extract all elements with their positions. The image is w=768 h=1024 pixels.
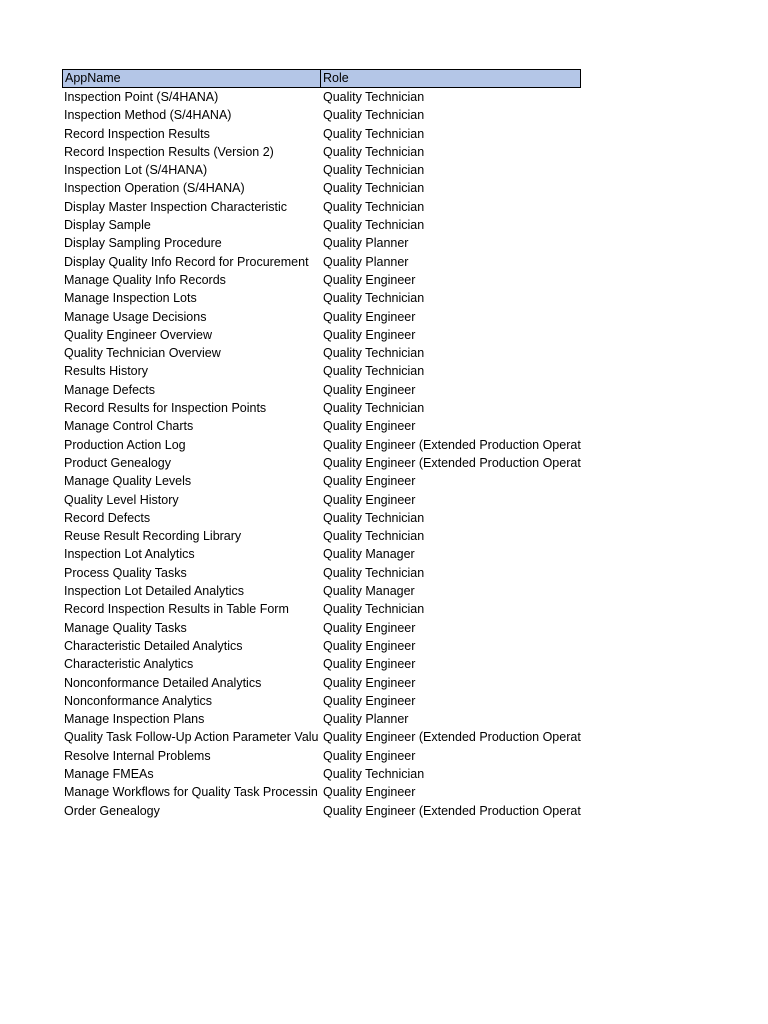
cell-role[interactable]: Quality Technician (323, 291, 425, 306)
cell-role[interactable]: Quality Engineer (323, 327, 416, 342)
table-row (62, 564, 581, 582)
cell-appname[interactable]: Manage Quality Levels (64, 474, 192, 489)
cell-role[interactable]: Quality Engineer (Extended Production Operat (323, 455, 581, 470)
table-row (62, 308, 581, 326)
cell-role[interactable]: Quality Technician (323, 766, 425, 781)
cell-role[interactable]: Quality Manager (323, 547, 415, 562)
cell-role[interactable]: Quality Technician (323, 346, 425, 361)
cell-appname[interactable]: Manage Quality Tasks (64, 620, 187, 635)
table-row (62, 436, 581, 454)
table-row (62, 527, 581, 545)
cell-appname[interactable]: Inspection Lot (S/4HANA) (64, 163, 208, 178)
table-row (62, 454, 581, 472)
cell-appname[interactable]: Display Sample (64, 218, 151, 233)
cell-appname[interactable]: Record Inspection Results in Table Form (64, 602, 289, 617)
cell-appname[interactable]: Display Quality Info Record for Procurement (64, 254, 309, 269)
cell-appname[interactable]: Reuse Result Recording Library (64, 529, 242, 544)
cell-appname[interactable]: Product Genealogy (64, 455, 172, 470)
cell-role[interactable]: Quality Engineer (323, 693, 416, 708)
cell-role[interactable]: Quality Technician (323, 218, 425, 233)
cell-role[interactable]: Quality Engineer (323, 657, 416, 672)
spreadsheet-table (62, 69, 581, 820)
cell-appname[interactable]: Characteristic Detailed Analytics (64, 638, 243, 653)
cell-role[interactable]: Quality Planner (323, 712, 409, 727)
table-row (62, 234, 581, 252)
cell-appname[interactable]: Record Inspection Results (Version 2) (64, 144, 274, 159)
cell-role[interactable]: Quality Technician (323, 529, 425, 544)
cell-appname[interactable]: Manage FMEAs (64, 766, 154, 781)
table-row (62, 710, 581, 728)
cell-appname[interactable]: Quality Technician Overview (64, 346, 221, 361)
cell-appname[interactable]: Inspection Lot Analytics (64, 547, 195, 562)
cell-appname[interactable]: Manage Inspection Lots (64, 291, 197, 306)
cell-appname[interactable]: Inspection Point (S/4HANA) (64, 90, 219, 104)
cell-appname[interactable]: Quality Engineer Overview (64, 327, 212, 342)
table-row (62, 472, 581, 490)
cell-appname[interactable]: Display Sampling Procedure (64, 236, 222, 251)
table-row (62, 253, 581, 271)
table-row (62, 106, 581, 124)
cell-role[interactable]: Quality Engineer (323, 748, 416, 763)
table-row (62, 637, 581, 655)
table-row (62, 747, 581, 765)
cell-role[interactable]: Quality Technician (323, 126, 425, 141)
cell-role[interactable]: Quality Engineer (323, 272, 416, 287)
table-row (62, 417, 581, 435)
cell-appname[interactable]: Quality Level History (64, 492, 179, 507)
table-row (62, 674, 581, 692)
cell-appname[interactable]: Record Inspection Results (64, 126, 210, 141)
cell-appname[interactable]: Inspection Lot Detailed Analytics (64, 584, 244, 599)
cell-role[interactable]: Quality Engineer (323, 492, 416, 507)
cell-role[interactable]: Quality Technician (323, 90, 425, 104)
cell-role[interactable]: Quality Engineer (323, 382, 416, 397)
table-row (62, 362, 581, 380)
cell-role[interactable]: Quality Technician (323, 199, 425, 214)
cell-role[interactable]: Quality Engineer (323, 785, 416, 800)
table-row (62, 198, 581, 216)
cell-role[interactable]: Quality Engineer (Extended Production Operat (323, 437, 581, 452)
cell-role[interactable]: Quality Technician (323, 163, 425, 178)
cell-role[interactable]: Quality Technician (323, 144, 425, 159)
cell-role[interactable]: Quality Engineer (323, 620, 416, 635)
cell-appname[interactable]: Display Master Inspection Characteristic (64, 199, 287, 214)
cell-role[interactable]: Quality Technician (323, 602, 425, 617)
table-row (62, 765, 581, 783)
cell-appname[interactable]: Nonconformance Detailed Analytics (64, 675, 262, 690)
table-row (62, 399, 581, 417)
cell-role[interactable]: Quality Engineer (323, 419, 416, 434)
cell-role[interactable]: Quality Technician (323, 565, 425, 580)
header-row (62, 69, 581, 88)
cell-appname[interactable]: Manage Usage Decisions (64, 309, 207, 324)
table-row (62, 491, 581, 509)
cell-role[interactable]: Quality Engineer (323, 309, 416, 324)
cell-role[interactable]: Quality Technician (323, 510, 425, 525)
cell-role[interactable]: Quality Engineer (323, 675, 416, 690)
cell-appname[interactable]: Inspection Operation (S/4HANA) (64, 181, 245, 196)
table-row (62, 545, 581, 563)
cell-role[interactable]: Quality Engineer (323, 474, 416, 489)
cell-appname[interactable]: Process Quality Tasks (64, 565, 187, 580)
cell-appname[interactable]: Characteristic Analytics (64, 657, 194, 672)
cell-role[interactable]: Quality Manager (323, 584, 415, 599)
column-header-role[interactable]: Role (323, 71, 349, 85)
cell-appname[interactable]: Record Results for Inspection Points (64, 401, 267, 416)
cell-appname[interactable]: Order Genealogy (64, 803, 160, 818)
cell-role[interactable]: Quality Technician (323, 108, 425, 123)
table-row (62, 161, 581, 179)
cell-appname[interactable]: Results History (64, 364, 149, 379)
cell-role[interactable]: Quality Planner (323, 254, 409, 269)
table-row (62, 600, 581, 618)
table-row (62, 582, 581, 600)
cell-appname[interactable]: Production Action Log (64, 437, 186, 452)
table-row (62, 326, 581, 344)
table-row (62, 802, 581, 820)
table-row (62, 783, 581, 801)
cell-appname[interactable]: Nonconformance Analytics (64, 693, 212, 708)
cell-appname[interactable]: Manage Defects (64, 382, 156, 397)
table-row (62, 619, 581, 637)
table-row (62, 728, 581, 746)
cell-role[interactable]: Quality Engineer (323, 638, 416, 653)
cell-role[interactable]: Quality Technician (323, 181, 425, 196)
cell-role[interactable]: Quality Technician (323, 401, 425, 416)
table-row (62, 692, 581, 710)
cell-role[interactable]: Quality Planner (323, 236, 409, 251)
table-row (62, 143, 581, 161)
column-header-appname[interactable]: AppName (63, 70, 321, 87)
table-row (62, 216, 581, 234)
table-row (62, 271, 581, 289)
cell-appname[interactable]: Manage Inspection Plans (64, 712, 205, 727)
cell-appname[interactable]: Record Defects (64, 510, 151, 525)
cell-appname[interactable]: Inspection Method (S/4HANA) (64, 108, 232, 123)
cell-role[interactable]: Quality Engineer (Extended Production Operat (323, 730, 581, 745)
cell-appname[interactable]: Manage Control Charts (64, 419, 194, 434)
cell-appname[interactable]: Quality Task Follow-Up Action Parameter Valu (64, 730, 319, 745)
table-row (62, 289, 581, 307)
table-row (62, 344, 581, 362)
table-row (62, 381, 581, 399)
table-row (62, 88, 581, 106)
cell-appname[interactable]: Manage Quality Info Records (64, 272, 226, 287)
table-row (62, 509, 581, 527)
cell-role[interactable]: Quality Engineer (Extended Production Operat (323, 803, 581, 818)
table-row (62, 655, 581, 673)
cell-appname[interactable]: Manage Workflows for Quality Task Processin (64, 785, 318, 800)
cell-role[interactable]: Quality Technician (323, 364, 425, 379)
table-body (62, 88, 581, 820)
table-row (62, 179, 581, 197)
cell-appname[interactable]: Resolve Internal Problems (64, 748, 211, 763)
table-row (62, 125, 581, 143)
